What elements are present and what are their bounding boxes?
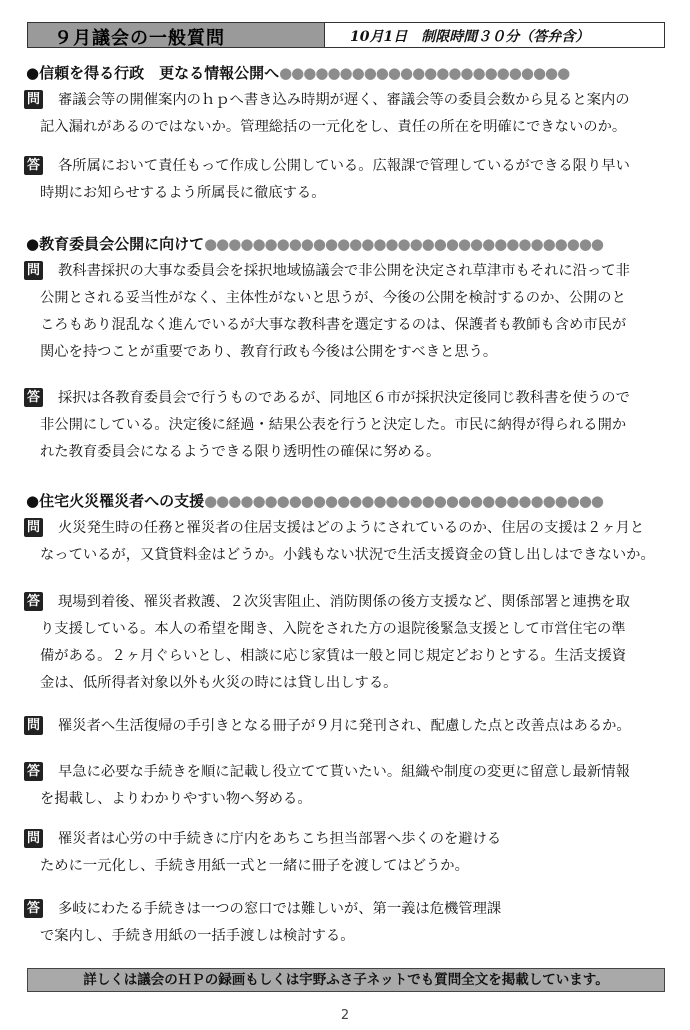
qa-line: ころもあり混乱なく進んでいるが大事な教科書を選定するのは、保護者も教師も含め市民が [40, 317, 627, 333]
answer-badge: 答 [24, 899, 43, 918]
qa-answer [24, 386, 670, 467]
section-heading-fire-victims [26, 490, 666, 510]
footer-note: 詳しくは議会のＨＰの録画もしくは宇野ふさ子ネットでも質問全文を掲載しています。 [27, 968, 665, 992]
answer-badge: 答 [24, 592, 43, 611]
qa-line: 各所属において責任もって作成し公開している。広報課で管理しているができる限り早い [58, 158, 630, 174]
page-header [27, 22, 665, 48]
qa-line: 備がある。２ヶ月ぐらいとし、相談に応じ家賃は一般と同じ規定どおりとする。生活支援資 [40, 648, 627, 664]
qa-line: 多岐にわたる手続きは一つの窓口では難しいが、第一義は危機管理課 [58, 901, 502, 917]
qa-line: 火災発生時の任務と罹災者の住居支援はどのようにされているのか、住居の支援は２ヶ月と [58, 520, 645, 536]
qa-answer [24, 760, 670, 814]
qa-line: を掲載し、よりわかりやすい物へ努める。 [40, 791, 312, 807]
answer-badge: 答 [24, 762, 43, 781]
qa-line: 審議会等の開催案内のｈｐへ書き込み時期が遅く、審議会等の委員会数から見ると案内の [58, 92, 630, 108]
qa-line: 時期にお知らせするよう所属長に徹底する。 [40, 185, 326, 201]
qa-line: 金は、低所得者対象以外も火災の時には貸し出しする。 [40, 675, 398, 691]
qa-line: 教科書採択の大事な委員会を採択地域協議会で非公開を決定され草津市もそれに沿って非 [58, 263, 630, 279]
answer-badge: 答 [24, 156, 43, 175]
qa-line: で案内し、手続き用紙の一括手渡しは検討する。 [40, 928, 355, 944]
page-number: 2 [340, 1008, 350, 1023]
qa-question [24, 516, 670, 570]
qa-question [24, 827, 670, 881]
answer-badge: 答 [24, 388, 43, 407]
qa-line: ために一元化し、手続き用紙一式と一緒に冊子を渡してはどうか。 [40, 858, 469, 874]
qa-answer [24, 897, 670, 951]
section-heading-information-disclosure [26, 62, 666, 82]
qa-line: 公開とされる妥当性がなく、主体性がないと思うが、今後の公開を検討するのか、公開のと [40, 290, 626, 306]
qa-line: 現場到着後、罹災者救護、２次災害阻止、消防関係の後方支援など、関係部署と連携を取 [58, 594, 630, 610]
question-badge: 問 [24, 518, 43, 537]
qa-answer [24, 590, 670, 698]
qa-line: 早急に必要な手続きを順に記載し役立てて貰いたい。組織や制度の変更に留意し最新情報 [58, 764, 630, 780]
section-heading-label: ●教育委員会公開に向けて [26, 235, 205, 253]
section-heading-label: ●住宅火災罹災者への支援 [26, 492, 205, 510]
qa-question [24, 259, 670, 367]
qa-line: 関心を持つことが重要であり、教育行政も今後は公開をすべきと思う。 [40, 344, 498, 360]
section-heading-education-board [26, 233, 666, 253]
qa-line: 記入漏れがあるのではないか。管理総括の一元化をし、責任の所在を明確にできないのか。 [40, 119, 627, 135]
question-badge: 問 [24, 716, 43, 735]
section-heading-label: ●信頼を得る行政 更なる情報公開へ [26, 64, 280, 82]
qa-line: 罹災者は心労の中手続きに庁内をあちこち担当部署へ歩くのを避ける [58, 831, 502, 847]
qa-answer [24, 154, 670, 208]
session-info: 10月1日 制限時間３０分（答弁含） [350, 29, 590, 45]
qa-question [24, 88, 670, 142]
qa-line: 罹災者へ生活復帰の手引きとなる冊子が９月に発刊され、配慮した点と改善点はあるか。 [58, 718, 631, 734]
page-title: ９月議会の一般質問 [54, 28, 225, 49]
question-badge: 問 [24, 261, 43, 280]
qa-line: れた教育委員会になるようできる限り透明性の確保に努める。 [40, 444, 441, 460]
heading-dots: ●●●●●●●●●●●●●●●●●●●●●●●● [279, 64, 570, 82]
heading-dots: ●●●●●●●●●●●●●●●●●●●●●●●●●●●●●●●●● [204, 492, 604, 510]
qa-line: なっているが，又貸貸料金はどうか。小銭もない状況で生活支援資金の貸し出しはできないか。 [40, 547, 655, 563]
question-badge: 問 [24, 829, 43, 848]
header-title-box [28, 23, 325, 47]
qa-line: 非公開にしている。決定後に経過・結果公表を行うと決定した。市民に納得が得られる開か [40, 417, 627, 433]
qa-question [24, 714, 670, 741]
question-badge: 問 [24, 90, 43, 109]
heading-dots: ●●●●●●●●●●●●●●●●●●●●●●●●●●●●●●●●● [204, 235, 604, 253]
qa-line: り支援している。本人の希望を聞き、入院をされた方の退院後緊急支援として市営住宅の準 [40, 621, 626, 637]
qa-line: 採択は各教育委員会で行うものであるが、同地区６市が採択決定後同じ教科書を使うので [58, 390, 630, 406]
